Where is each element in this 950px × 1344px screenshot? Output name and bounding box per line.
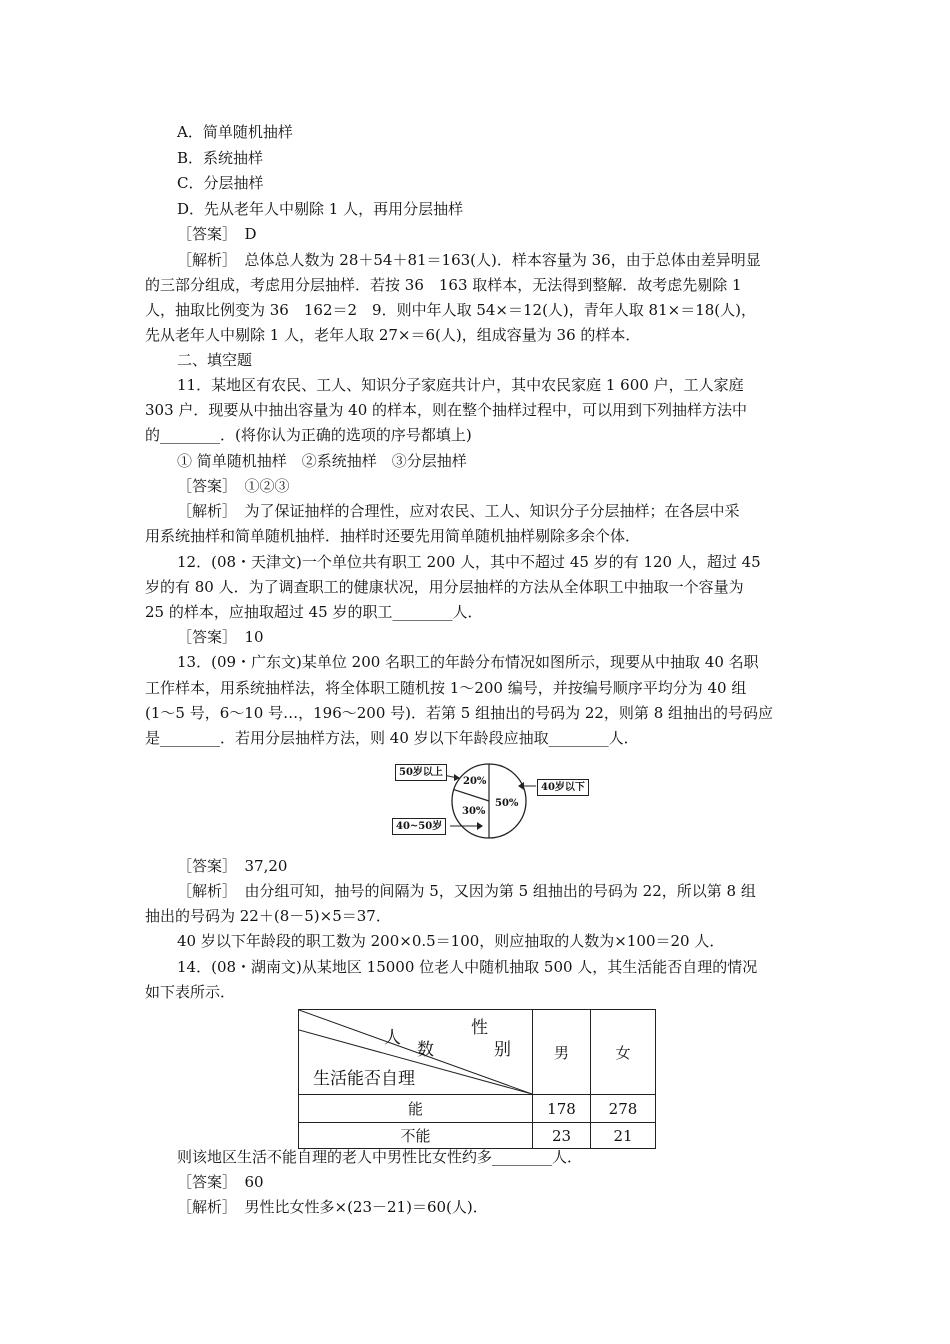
corner-header-count: 人 xyxy=(384,1028,401,1048)
row-label: 不能 xyxy=(299,1123,533,1149)
table-cell: 21 xyxy=(591,1123,656,1149)
pie-slice-label: 50% xyxy=(495,798,519,809)
row-label: 能 xyxy=(299,1095,533,1123)
q11-line: 11．某地区有农民、工人、知识分子家庭共计户，其中农民家庭 1 600 户，工人家庭 xyxy=(177,376,744,394)
corner-header-gender: 别 xyxy=(494,1040,511,1060)
q10-analysis-line: 的三部分组成，考虑用分层抽样．若按 36 163 取样本，无法得到整解．故考虑先剔除 1 xyxy=(145,276,742,294)
header-female: 女 xyxy=(591,1010,656,1095)
pie-slice-label: 30% xyxy=(462,806,486,817)
option-d: D．先从老年人中剔除 1 人，再用分层抽样 xyxy=(177,200,464,218)
q14-analysis: ［解析］ 男性比女性多×(23－21)＝60(人)． xyxy=(177,1198,488,1216)
q14-line: 如下表所示． xyxy=(145,983,236,1001)
q12-answer: ［答案］ 10 xyxy=(177,628,264,646)
q14-line: 14．(08・湖南文)从某地区 15000 位老人中随机抽取 500 人，其生活能否自理的情况 xyxy=(177,958,758,976)
q13-analysis-line: 抽出的号码为 22＋(8－5)×5＝37． xyxy=(145,907,391,925)
legend-box-under-40: 40岁以下 xyxy=(537,779,589,796)
pie-slice-label: 20% xyxy=(463,776,487,787)
table-row xyxy=(299,1095,656,1123)
option-b: B．系统抽样 xyxy=(177,149,264,167)
q13-line: 是________．若用分层抽样方法，则 40 岁以下年龄段应抽取________人． xyxy=(145,729,639,747)
table-cell: 23 xyxy=(533,1123,591,1149)
q12-line: 岁的有 80 人．为了调查职工的健康状况，用分层抽样的方法从全体职工中抽取一个容量为 xyxy=(145,578,744,596)
table-corner-cell xyxy=(299,1010,533,1095)
header-male: 男 xyxy=(533,1010,591,1095)
q14-answer: ［答案］ 60 xyxy=(177,1173,264,1191)
q10-analysis-line: ［解析］ 总体总人数为 28＋54＋81＝163(人)．样本容量为 36，由于总体由差异明显 xyxy=(177,251,761,269)
table-row xyxy=(299,1123,656,1149)
q11-line: 的________．(将你认为正确的选项的序号都填上) xyxy=(145,426,472,444)
q14-question: 则该地区生活不能自理的老人中男性比女性约多________人． xyxy=(177,1148,583,1166)
q13-line: 工作样本，用系统抽样法，将全体职工随机按 1～200 编号，并按编号顺序平均分为 40 组 xyxy=(145,679,747,697)
option-a: A．简单随机抽样 xyxy=(177,123,293,141)
section-heading: 二、填空题 xyxy=(177,351,253,369)
q11-answer: ［答案］ ①②③ xyxy=(177,477,290,495)
q13-line: (1～5 号，6～10 号…，196～200 号)．若第 5 组抽出的号码为 22，则第 8 组抽出的号码应 xyxy=(145,704,774,722)
corner-header-gender: 性 xyxy=(471,1018,488,1038)
self-care-table xyxy=(298,1009,656,1149)
q10-analysis-line: 先从老年人中剔除 1 人，老年人取 27×＝6(人)，组成容量为 36 的样本． xyxy=(145,326,641,344)
q11-analysis-line: 用系统抽样和简单随机抽样．抽样时还要先用简单随机抽样剔除多余个体． xyxy=(145,527,641,545)
q10-answer: ［答案］ D xyxy=(177,225,257,243)
option-c: C．分层抽样 xyxy=(177,174,264,192)
q13-answer: ［答案］ 37,20 xyxy=(177,857,288,875)
q11-line: 303 户．现要从中抽出容量为 40 的样本，则在整个抽样过程中，可以用到下列抽样方法中 xyxy=(145,401,748,419)
legend-box-40-50: 40~50岁 xyxy=(392,818,446,835)
q12-line: 12．(08・天津文)一个单位共有职工 200 人，其中不超过 45 岁的有 120 人，超过 45 xyxy=(177,553,761,571)
legend-box-50-plus: 50岁以上 xyxy=(395,764,447,781)
q12-line: 25 的样本，应抽取超过 45 岁的职工________人． xyxy=(145,603,483,621)
q11-analysis-line: ［解析］ 为了保证抽样的合理性，应对农民、工人、知识分子分层抽样；在各层中采 xyxy=(177,502,740,520)
corner-header-self-care: 生活能否自理 xyxy=(313,1069,415,1089)
q11-choices: ① 简单随机抽样 ②系统抽样 ③分层抽样 xyxy=(177,452,467,470)
q10-analysis-line: 人，抽取比例变为 36 162＝2 9．则中年人取 54×＝12(人)，青年人取 81×＝18(人)， xyxy=(145,301,757,319)
table-cell: 278 xyxy=(591,1095,656,1123)
q13-analysis-line: ［解析］ 由分组可知，抽号的间隔为 5，又因为第 5 组抽出的号码为 22，所以第 8 组 xyxy=(177,882,756,900)
corner-header-count: 数 xyxy=(417,1040,434,1060)
table-cell: 178 xyxy=(533,1095,591,1123)
q13-line: 13．(09・广东文)某单位 200 名职工的年龄分布情况如图所示，现要从中抽取 40 名职 xyxy=(177,653,759,671)
q13-analysis-line: 40 岁以下年龄段的职工数为 200×0.5＝100，则应抽取的人数为×100＝20 人． xyxy=(177,932,725,950)
